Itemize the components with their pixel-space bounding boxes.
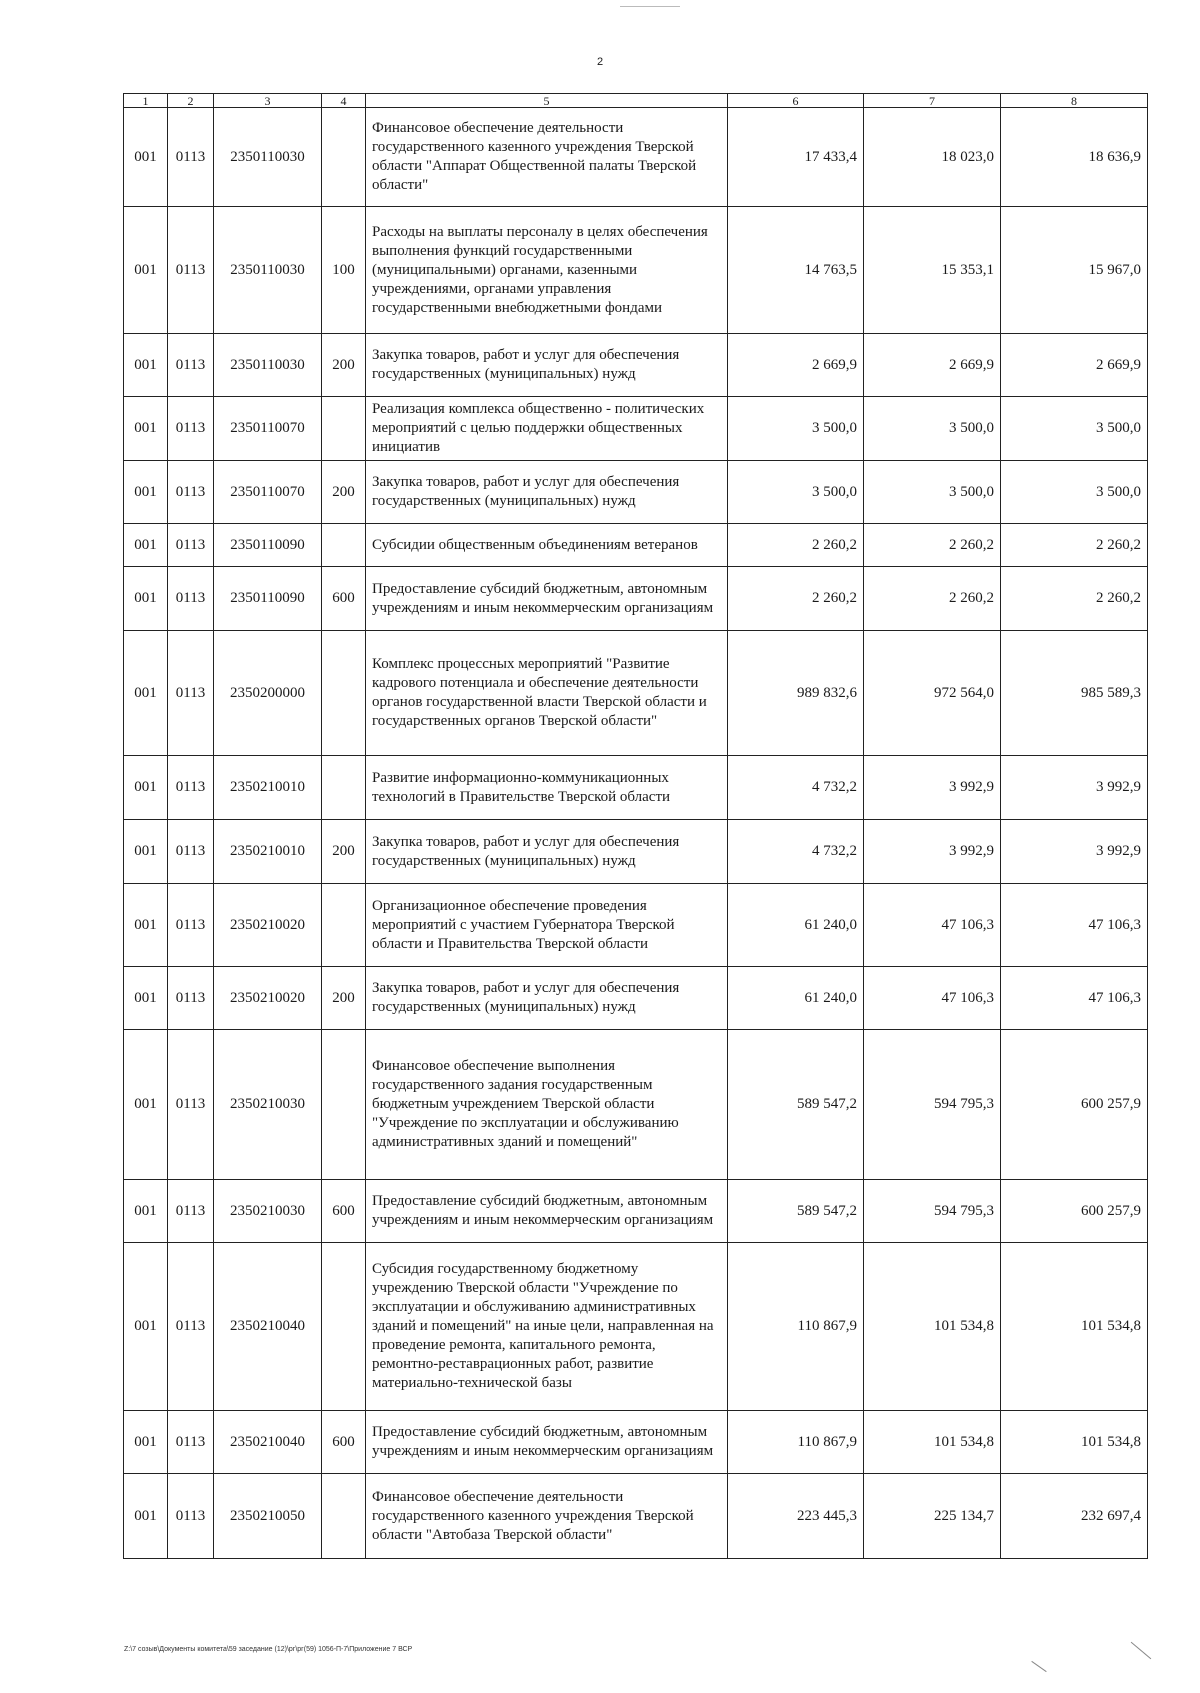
amount-col-8: 985 589,3 bbox=[1001, 631, 1148, 756]
item-description: Предоставление субсидий бюджетным, автономным учреждениям и иным некоммерческим организациям bbox=[366, 1411, 728, 1474]
section-code: 0113 bbox=[168, 108, 214, 207]
ministry-code: 001 bbox=[124, 1411, 168, 1474]
scan-artifact bbox=[1031, 1661, 1046, 1672]
table-row bbox=[124, 524, 1148, 567]
expense-type-code bbox=[322, 108, 366, 207]
item-description: Предоставление субсидий бюджетным, автономным учреждениям и иным некоммерческим организациям bbox=[366, 1180, 728, 1243]
ministry-code: 001 bbox=[124, 108, 168, 207]
amount-col-7: 2 260,2 bbox=[864, 524, 1001, 567]
amount-col-8: 18 636,9 bbox=[1001, 108, 1148, 207]
amount-col-7: 18 023,0 bbox=[864, 108, 1001, 207]
table-row bbox=[124, 820, 1148, 884]
column-header: 2 bbox=[168, 94, 214, 108]
expense-type-code: 100 bbox=[322, 207, 366, 334]
target-article-code: 2350210030 bbox=[214, 1180, 322, 1243]
expense-type-code: 200 bbox=[322, 461, 366, 524]
section-code: 0113 bbox=[168, 1243, 214, 1411]
target-article-code: 2350210010 bbox=[214, 756, 322, 820]
amount-col-7: 2 260,2 bbox=[864, 567, 1001, 631]
amount-col-6: 3 500,0 bbox=[728, 461, 864, 524]
amount-col-7: 3 500,0 bbox=[864, 397, 1001, 461]
ministry-code: 001 bbox=[124, 334, 168, 397]
amount-col-8: 3 500,0 bbox=[1001, 397, 1148, 461]
amount-col-7: 594 795,3 bbox=[864, 1180, 1001, 1243]
amount-col-8: 600 257,9 bbox=[1001, 1180, 1148, 1243]
section-code: 0113 bbox=[168, 567, 214, 631]
expense-type-code: 600 bbox=[322, 567, 366, 631]
section-code: 0113 bbox=[168, 756, 214, 820]
ministry-code: 001 bbox=[124, 631, 168, 756]
table-row bbox=[124, 756, 1148, 820]
table-row bbox=[124, 1180, 1148, 1243]
amount-col-6: 17 433,4 bbox=[728, 108, 864, 207]
table-row bbox=[124, 397, 1148, 461]
amount-col-8: 47 106,3 bbox=[1001, 884, 1148, 967]
column-header: 6 bbox=[728, 94, 864, 108]
section-code: 0113 bbox=[168, 1474, 214, 1559]
amount-col-7: 3 500,0 bbox=[864, 461, 1001, 524]
amount-col-8: 47 106,3 bbox=[1001, 967, 1148, 1030]
target-article-code: 2350210020 bbox=[214, 967, 322, 1030]
item-description: Реализация комплекса общественно - политических мероприятий с целью поддержки общественных инициатив bbox=[366, 397, 728, 461]
amount-col-6: 589 547,2 bbox=[728, 1180, 864, 1243]
section-code: 0113 bbox=[168, 397, 214, 461]
file-path-footer: Z:\7 созыв\Документы комитета\59 заседание (12)\рг\рг(59) 1056-П-7\Приложение 7 ВСР bbox=[124, 1646, 413, 1653]
expense-type-code bbox=[322, 756, 366, 820]
expense-type-code: 200 bbox=[322, 334, 366, 397]
table-row bbox=[124, 967, 1148, 1030]
section-code: 0113 bbox=[168, 884, 214, 967]
item-description: Финансовое обеспечение деятельности государственного казенного учреждения Тверской области "Автобаза Тверской области" bbox=[366, 1474, 728, 1559]
amount-col-6: 4 732,2 bbox=[728, 756, 864, 820]
ministry-code: 001 bbox=[124, 1180, 168, 1243]
amount-col-6: 61 240,0 bbox=[728, 884, 864, 967]
amount-col-7: 47 106,3 bbox=[864, 967, 1001, 1030]
scan-artifact bbox=[620, 6, 680, 7]
scan-artifact bbox=[1131, 1642, 1152, 1659]
amount-col-8: 3 992,9 bbox=[1001, 756, 1148, 820]
ministry-code: 001 bbox=[124, 1243, 168, 1411]
table-row bbox=[124, 334, 1148, 397]
amount-col-6: 4 732,2 bbox=[728, 820, 864, 884]
amount-col-6: 3 500,0 bbox=[728, 397, 864, 461]
target-article-code: 2350110030 bbox=[214, 108, 322, 207]
item-description: Организационное обеспечение проведения мероприятий с участием Губернатора Тверской области и Правительства Тверской области bbox=[366, 884, 728, 967]
table-row bbox=[124, 207, 1148, 334]
table-row bbox=[124, 1243, 1148, 1411]
target-article-code: 2350210030 bbox=[214, 1030, 322, 1180]
item-description: Закупка товаров, работ и услуг для обеспечения государственных (муниципальных) нужд bbox=[366, 461, 728, 524]
expense-type-code: 200 bbox=[322, 967, 366, 1030]
ministry-code: 001 bbox=[124, 567, 168, 631]
table-row bbox=[124, 1411, 1148, 1474]
amount-col-7: 101 534,8 bbox=[864, 1411, 1001, 1474]
table-row bbox=[124, 631, 1148, 756]
amount-col-6: 2 260,2 bbox=[728, 524, 864, 567]
expense-type-code bbox=[322, 524, 366, 567]
column-header: 7 bbox=[864, 94, 1001, 108]
ministry-code: 001 bbox=[124, 524, 168, 567]
table-row bbox=[124, 567, 1148, 631]
amount-col-8: 2 669,9 bbox=[1001, 334, 1148, 397]
ministry-code: 001 bbox=[124, 756, 168, 820]
section-code: 0113 bbox=[168, 207, 214, 334]
amount-col-6: 2 669,9 bbox=[728, 334, 864, 397]
table-row bbox=[124, 1474, 1148, 1559]
expense-type-code bbox=[322, 1474, 366, 1559]
target-article-code: 2350210020 bbox=[214, 884, 322, 967]
expense-type-code bbox=[322, 884, 366, 967]
ministry-code: 001 bbox=[124, 461, 168, 524]
amount-col-8: 101 534,8 bbox=[1001, 1411, 1148, 1474]
ministry-code: 001 bbox=[124, 820, 168, 884]
section-code: 0113 bbox=[168, 820, 214, 884]
expense-type-code: 600 bbox=[322, 1180, 366, 1243]
target-article-code: 2350210040 bbox=[214, 1411, 322, 1474]
target-article-code: 2350110070 bbox=[214, 461, 322, 524]
target-article-code: 2350210010 bbox=[214, 820, 322, 884]
amount-col-6: 2 260,2 bbox=[728, 567, 864, 631]
table-row bbox=[124, 1030, 1148, 1180]
target-article-code: 2350110090 bbox=[214, 567, 322, 631]
item-description: Закупка товаров, работ и услуг для обеспечения государственных (муниципальных) нужд bbox=[366, 820, 728, 884]
item-description: Субсидии общественным объединениям ветеранов bbox=[366, 524, 728, 567]
amount-col-8: 600 257,9 bbox=[1001, 1030, 1148, 1180]
amount-col-6: 14 763,5 bbox=[728, 207, 864, 334]
column-header: 5 bbox=[366, 94, 728, 108]
item-description: Расходы на выплаты персоналу в целях обеспечения выполнения функций государственными (муниципальными) органами, казенными учреждениями, органами управления государственными внебюджетными фондами bbox=[366, 207, 728, 334]
item-description: Развитие информационно-коммуникационных технологий в Правительстве Тверской области bbox=[366, 756, 728, 820]
amount-col-8: 2 260,2 bbox=[1001, 524, 1148, 567]
amount-col-8: 3 500,0 bbox=[1001, 461, 1148, 524]
amount-col-7: 47 106,3 bbox=[864, 884, 1001, 967]
amount-col-8: 15 967,0 bbox=[1001, 207, 1148, 334]
amount-col-7: 3 992,9 bbox=[864, 756, 1001, 820]
target-article-code: 2350110070 bbox=[214, 397, 322, 461]
amount-col-6: 110 867,9 bbox=[728, 1243, 864, 1411]
table-row bbox=[124, 461, 1148, 524]
amount-col-6: 989 832,6 bbox=[728, 631, 864, 756]
section-code: 0113 bbox=[168, 967, 214, 1030]
section-code: 0113 bbox=[168, 524, 214, 567]
amount-col-7: 594 795,3 bbox=[864, 1030, 1001, 1180]
budget-table bbox=[123, 93, 1148, 1559]
amount-col-7: 15 353,1 bbox=[864, 207, 1001, 334]
amount-col-6: 61 240,0 bbox=[728, 967, 864, 1030]
expense-type-code bbox=[322, 631, 366, 756]
item-description: Финансовое обеспечение выполнения государственного задания государственным бюджетным учреждением Тверской области "Учреждение по эксплуатации и обслуживанию административных зданий и помещений" bbox=[366, 1030, 728, 1180]
amount-col-7: 101 534,8 bbox=[864, 1243, 1001, 1411]
column-header: 4 bbox=[322, 94, 366, 108]
expense-type-code bbox=[322, 397, 366, 461]
column-header: 3 bbox=[214, 94, 322, 108]
amount-col-7: 972 564,0 bbox=[864, 631, 1001, 756]
amount-col-8: 101 534,8 bbox=[1001, 1243, 1148, 1411]
target-article-code: 2350110090 bbox=[214, 524, 322, 567]
ministry-code: 001 bbox=[124, 967, 168, 1030]
section-code: 0113 bbox=[168, 334, 214, 397]
item-description: Субсидия государственному бюджетному учреждению Тверской области "Учреждение по эксплуатации и обслуживанию административных зданий и помещений" на иные цели, направленная на проведение ремонта, капитального ремонта, ремонтно-реставрационных работ, развитие материально-технической базы bbox=[366, 1243, 728, 1411]
item-description: Закупка товаров, работ и услуг для обеспечения государственных (муниципальных) нужд bbox=[366, 967, 728, 1030]
table-row bbox=[124, 884, 1148, 967]
column-header: 1 bbox=[124, 94, 168, 108]
amount-col-8: 232 697,4 bbox=[1001, 1474, 1148, 1559]
ministry-code: 001 bbox=[124, 1030, 168, 1180]
section-code: 0113 bbox=[168, 1411, 214, 1474]
target-article-code: 2350210050 bbox=[214, 1474, 322, 1559]
target-article-code: 2350110030 bbox=[214, 334, 322, 397]
ministry-code: 001 bbox=[124, 207, 168, 334]
target-article-code: 2350210040 bbox=[214, 1243, 322, 1411]
section-code: 0113 bbox=[168, 631, 214, 756]
amount-col-6: 110 867,9 bbox=[728, 1411, 864, 1474]
ministry-code: 001 bbox=[124, 1474, 168, 1559]
table-row bbox=[124, 108, 1148, 207]
column-header: 8 bbox=[1001, 94, 1148, 108]
page-number: 2 bbox=[596, 56, 604, 68]
ministry-code: 001 bbox=[124, 397, 168, 461]
expense-type-code: 200 bbox=[322, 820, 366, 884]
expense-type-code bbox=[322, 1030, 366, 1180]
amount-col-7: 3 992,9 bbox=[864, 820, 1001, 884]
amount-col-6: 223 445,3 bbox=[728, 1474, 864, 1559]
amount-col-7: 2 669,9 bbox=[864, 334, 1001, 397]
ministry-code: 001 bbox=[124, 884, 168, 967]
item-description: Закупка товаров, работ и услуг для обеспечения государственных (муниципальных) нужд bbox=[366, 334, 728, 397]
target-article-code: 2350200000 bbox=[214, 631, 322, 756]
column-number-row bbox=[124, 94, 1148, 108]
item-description: Финансовое обеспечение деятельности государственного казенного учреждения Тверской области "Аппарат Общественной палаты Тверской области" bbox=[366, 108, 728, 207]
section-code: 0113 bbox=[168, 1030, 214, 1180]
amount-col-6: 589 547,2 bbox=[728, 1030, 864, 1180]
item-description: Комплекс процессных мероприятий "Развитие кадрового потенциала и обеспечение деятельности органов государственной власти Тверской области и государственных органов Тверской области" bbox=[366, 631, 728, 756]
target-article-code: 2350110030 bbox=[214, 207, 322, 334]
expense-type-code bbox=[322, 1243, 366, 1411]
amount-col-8: 3 992,9 bbox=[1001, 820, 1148, 884]
section-code: 0113 bbox=[168, 1180, 214, 1243]
amount-col-7: 225 134,7 bbox=[864, 1474, 1001, 1559]
expense-type-code: 600 bbox=[322, 1411, 366, 1474]
section-code: 0113 bbox=[168, 461, 214, 524]
amount-col-8: 2 260,2 bbox=[1001, 567, 1148, 631]
item-description: Предоставление субсидий бюджетным, автономным учреждениям и иным некоммерческим организациям bbox=[366, 567, 728, 631]
